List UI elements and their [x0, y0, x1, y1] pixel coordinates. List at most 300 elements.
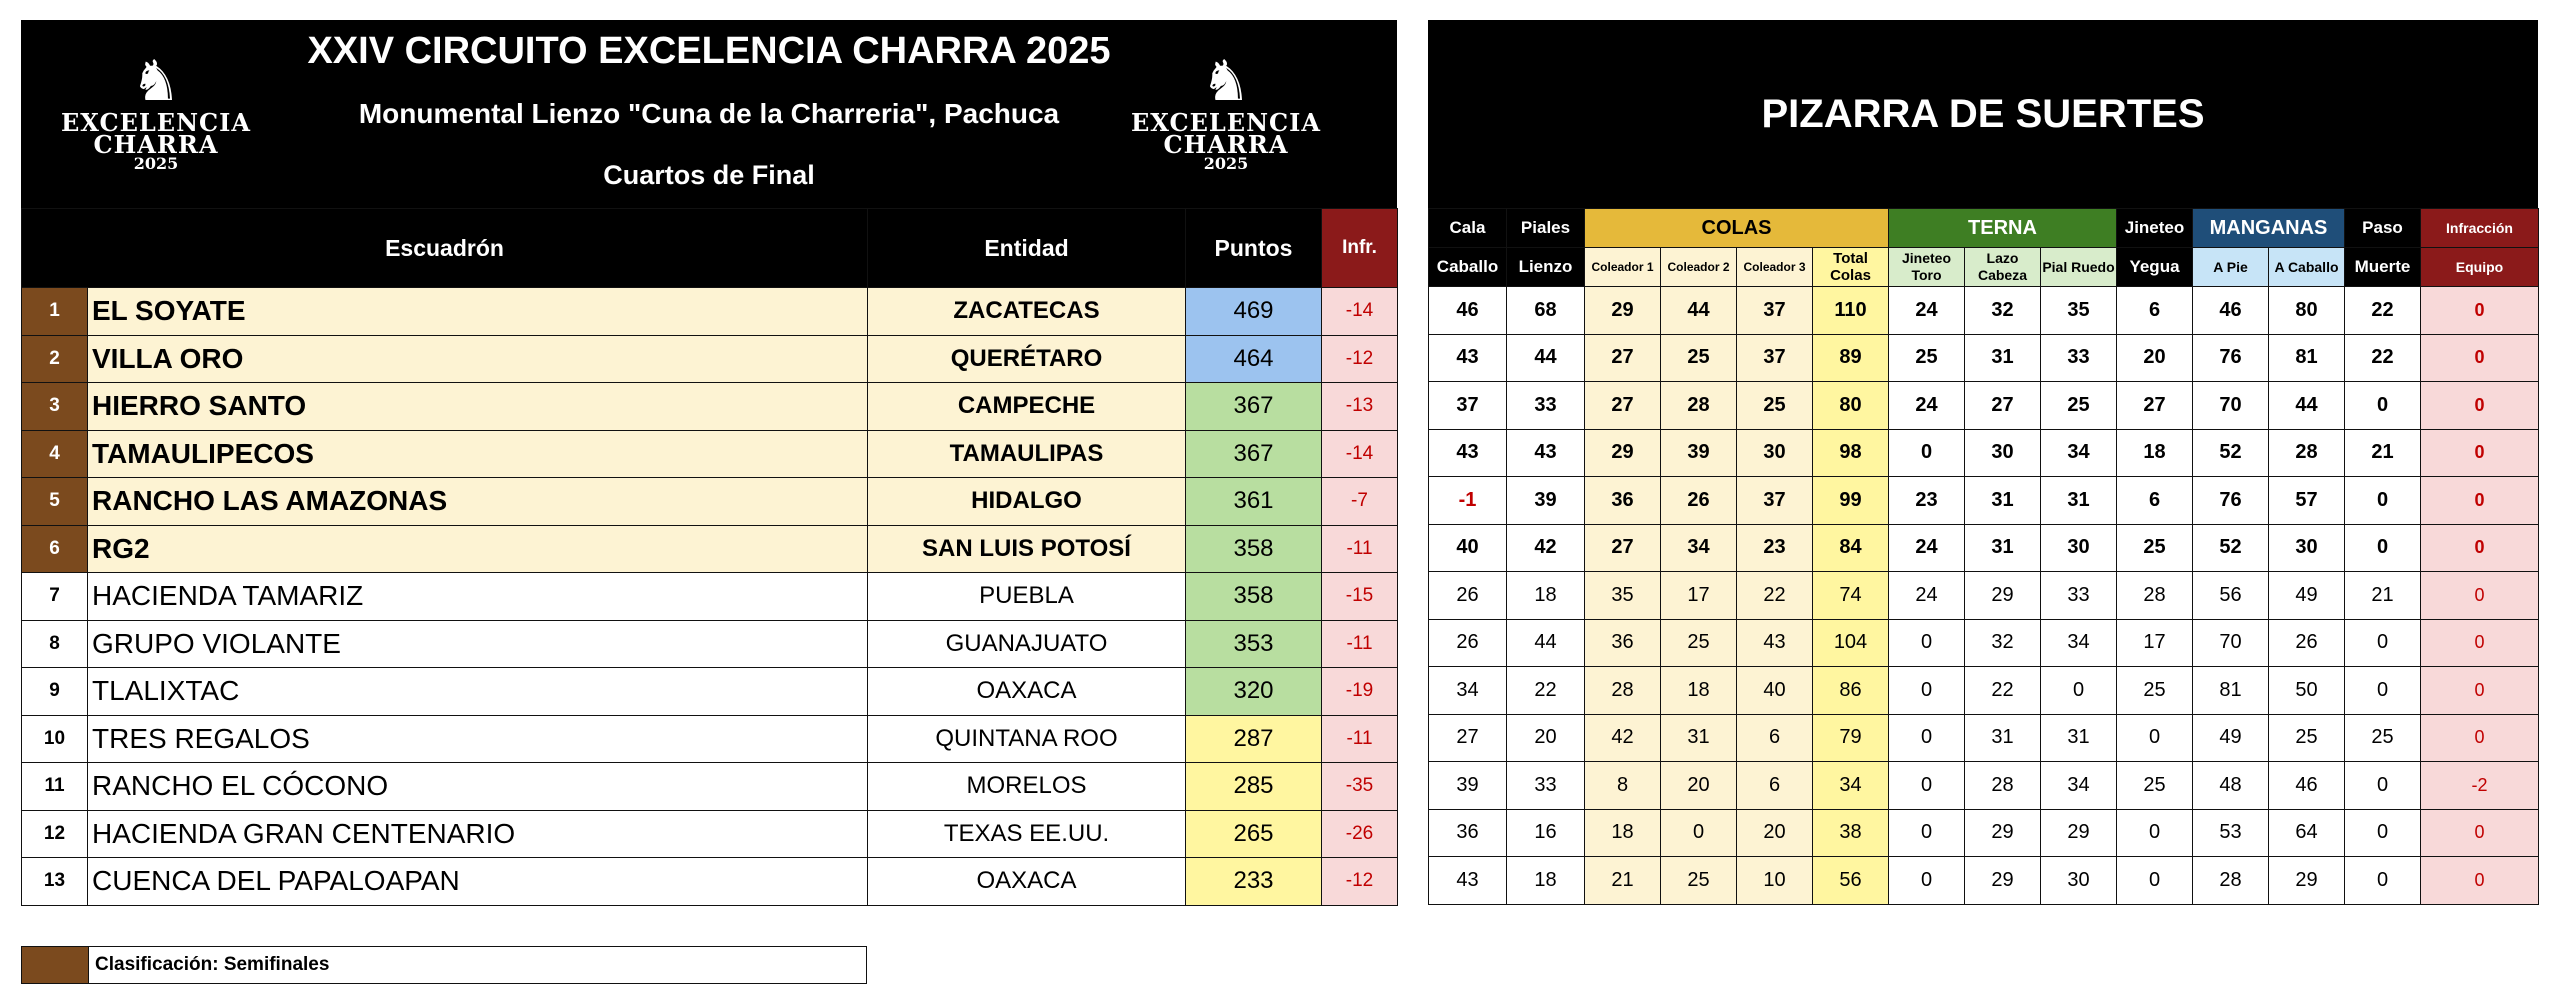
team-name-cell: RANCHO EL CÓCONO [88, 763, 868, 811]
rank-cell: 9 [22, 668, 88, 716]
paso-muerte-cell: 0 [2345, 619, 2421, 667]
total-colas-cell: 99 [1813, 477, 1889, 525]
hdr-piales-top: Piales [1507, 209, 1585, 248]
rank-cell: 10 [22, 715, 88, 763]
hdr-total-colas: Total Colas [1813, 248, 1889, 287]
hdr-a-pie: A Pie [2193, 248, 2269, 287]
hdr-pial-ruedo: Pial Ruedo [2041, 248, 2117, 287]
coleador-1-cell: 28 [1585, 667, 1661, 715]
lazo-cabeza-cell: 32 [1965, 287, 2041, 335]
lazo-cabeza-cell: 31 [1965, 714, 2041, 762]
lazo-cabeza-cell: 32 [1965, 619, 2041, 667]
hdr-jineteo-toro: Jineteo Toro [1889, 248, 1965, 287]
jineteo-yegua-cell: 25 [2117, 762, 2193, 810]
entity-cell: SAN LUIS POTOSÍ [868, 525, 1186, 573]
coleador-2-cell: 28 [1661, 382, 1737, 430]
points-cell: 358 [1186, 525, 1322, 573]
lazo-cabeza-cell: 29 [1965, 572, 2041, 620]
total-colas-cell: 84 [1813, 524, 1889, 572]
coleador-2-cell: 25 [1661, 857, 1737, 905]
coleador-3-cell: 37 [1737, 287, 1813, 335]
mangana-a-pie-cell: 76 [2193, 334, 2269, 382]
infraccion-equipo-cell: 0 [2421, 477, 2539, 525]
mangana-a-caballo-cell: 44 [2269, 382, 2345, 430]
entity-cell: QUERÉTARO [868, 335, 1186, 383]
standings-row [22, 573, 1398, 621]
piales-lienzo-cell: 42 [1507, 524, 1585, 572]
coleador-1-cell: 36 [1585, 619, 1661, 667]
coleador-2-cell: 18 [1661, 667, 1737, 715]
hdr-terna-group: TERNA [1889, 209, 2117, 248]
pial-ruedo-cell: 33 [2041, 572, 2117, 620]
col-header-entity: Entidad [868, 209, 1186, 288]
jineteo-yegua-cell: 0 [2117, 809, 2193, 857]
entity-cell: GUANAJUATO [868, 620, 1186, 668]
standings-row [22, 288, 1398, 336]
rank-cell: 2 [22, 335, 88, 383]
coleador-2-cell: 20 [1661, 762, 1737, 810]
coleador-3-cell: 25 [1737, 382, 1813, 430]
infractions-cell: -12 [1322, 335, 1398, 383]
points-cell: 367 [1186, 383, 1322, 431]
infractions-cell: -11 [1322, 620, 1398, 668]
mangana-a-caballo-cell: 46 [2269, 762, 2345, 810]
paso-muerte-cell: 0 [2345, 857, 2421, 905]
coleador-3-cell: 37 [1737, 477, 1813, 525]
hdr-cala-bottom: Caballo [1429, 248, 1507, 287]
points-cell: 464 [1186, 335, 1322, 383]
standings-table [21, 208, 1398, 906]
mangana-a-pie-cell: 52 [2193, 524, 2269, 572]
coleador-3-cell: 23 [1737, 524, 1813, 572]
jineteo-yegua-cell: 18 [2117, 429, 2193, 477]
team-name-cell: GRUPO VIOLANTE [88, 620, 868, 668]
mangana-a-caballo-cell: 30 [2269, 524, 2345, 572]
team-name-cell: HIERRO SANTO [88, 383, 868, 431]
jineteo-yegua-cell: 6 [2117, 287, 2193, 335]
hdr-paso-top: Paso [2345, 209, 2421, 248]
hdr-infraccion-top: Infracción [2421, 209, 2539, 248]
lazo-cabeza-cell: 22 [1965, 667, 2041, 715]
rank-cell: 7 [22, 573, 88, 621]
entity-cell: TAMAULIPAS [868, 430, 1186, 478]
legend-label: Clasificación: Semifinales [95, 954, 330, 975]
piales-lienzo-cell: 39 [1507, 477, 1585, 525]
mangana-a-pie-cell: 70 [2193, 382, 2269, 430]
infraccion-equipo-cell: 0 [2421, 857, 2539, 905]
total-colas-cell: 56 [1813, 857, 1889, 905]
standings-panel [21, 20, 1397, 906]
hdr-jineteo-bottom: Yegua [2117, 248, 2193, 287]
pizarra-row [1429, 429, 2539, 477]
coleador-2-cell: 44 [1661, 287, 1737, 335]
mangana-a-pie-cell: 46 [2193, 287, 2269, 335]
rank-cell: 3 [22, 383, 88, 431]
pizarra-panel [1428, 20, 2538, 905]
standings-row [22, 478, 1398, 526]
pial-ruedo-cell: 34 [2041, 619, 2117, 667]
infraccion-equipo-cell: 0 [2421, 572, 2539, 620]
pizarra-row [1429, 809, 2539, 857]
mangana-a-pie-cell: 76 [2193, 477, 2269, 525]
points-cell: 287 [1186, 715, 1322, 763]
pial-ruedo-cell: 31 [2041, 714, 2117, 762]
jineteo-yegua-cell: 28 [2117, 572, 2193, 620]
entity-cell: QUINTANA ROO [868, 715, 1186, 763]
infractions-cell: -7 [1322, 478, 1398, 526]
standings-row [22, 430, 1398, 478]
pizarra-row [1429, 667, 2539, 715]
team-name-cell: HACIENDA GRAN CENTENARIO [88, 810, 868, 858]
coleador-2-cell: 39 [1661, 429, 1737, 477]
paso-muerte-cell: 0 [2345, 382, 2421, 430]
entity-cell: CAMPECHE [868, 383, 1186, 431]
pial-ruedo-cell: 25 [2041, 382, 2117, 430]
cala-caballo-cell: 40 [1429, 524, 1507, 572]
jineteo-toro-cell: 0 [1889, 714, 1965, 762]
coleador-2-cell: 25 [1661, 619, 1737, 667]
hdr-jineteo-top: Jineteo [2117, 209, 2193, 248]
team-name-cell: TLALIXTAC [88, 668, 868, 716]
paso-muerte-cell: 0 [2345, 809, 2421, 857]
pizarra-row [1429, 572, 2539, 620]
jineteo-yegua-cell: 17 [2117, 619, 2193, 667]
hdr-a-caballo: A Caballo [2269, 248, 2345, 287]
jineteo-toro-cell: 0 [1889, 429, 1965, 477]
piales-lienzo-cell: 22 [1507, 667, 1585, 715]
standings-row [22, 810, 1398, 858]
cala-caballo-cell: -1 [1429, 477, 1507, 525]
coleador-3-cell: 37 [1737, 334, 1813, 382]
pial-ruedo-cell: 35 [2041, 287, 2117, 335]
pizarra-row [1429, 334, 2539, 382]
total-colas-cell: 34 [1813, 762, 1889, 810]
team-name-cell: RG2 [88, 525, 868, 573]
excelencia-charra-logo [1121, 49, 1331, 173]
piales-lienzo-cell: 43 [1507, 429, 1585, 477]
piales-lienzo-cell: 68 [1507, 287, 1585, 335]
jineteo-yegua-cell: 0 [2117, 857, 2193, 905]
points-cell: 285 [1186, 763, 1322, 811]
standings-row [22, 858, 1398, 906]
lazo-cabeza-cell: 31 [1965, 334, 2041, 382]
standings-row [22, 620, 1398, 668]
paso-muerte-cell: 22 [2345, 287, 2421, 335]
coleador-2-cell: 25 [1661, 334, 1737, 382]
lazo-cabeza-cell: 29 [1965, 809, 2041, 857]
jineteo-yegua-cell: 25 [2117, 524, 2193, 572]
standings-header [21, 20, 1397, 208]
infraccion-equipo-cell: 0 [2421, 619, 2539, 667]
mangana-a-pie-cell: 70 [2193, 619, 2269, 667]
coleador-3-cell: 22 [1737, 572, 1813, 620]
piales-lienzo-cell: 18 [1507, 572, 1585, 620]
points-cell: 358 [1186, 573, 1322, 621]
legend-swatch [22, 947, 89, 983]
cala-caballo-cell: 26 [1429, 619, 1507, 667]
coleador-1-cell: 27 [1585, 382, 1661, 430]
infraccion-equipo-cell: 0 [2421, 429, 2539, 477]
pial-ruedo-cell: 31 [2041, 477, 2117, 525]
hdr-coleador-2: Coleador 2 [1661, 248, 1737, 287]
lazo-cabeza-cell: 29 [1965, 857, 2041, 905]
mangana-a-pie-cell: 49 [2193, 714, 2269, 762]
pial-ruedo-cell: 29 [2041, 809, 2117, 857]
points-cell: 265 [1186, 810, 1322, 858]
rank-cell: 8 [22, 620, 88, 668]
cala-caballo-cell: 46 [1429, 287, 1507, 335]
coleador-2-cell: 17 [1661, 572, 1737, 620]
total-colas-cell: 104 [1813, 619, 1889, 667]
jineteo-toro-cell: 0 [1889, 857, 1965, 905]
mangana-a-pie-cell: 52 [2193, 429, 2269, 477]
lazo-cabeza-cell: 30 [1965, 429, 2041, 477]
mangana-a-pie-cell: 53 [2193, 809, 2269, 857]
infraccion-equipo-cell: -2 [2421, 762, 2539, 810]
team-name-cell: RANCHO LAS AMAZONAS [88, 478, 868, 526]
team-name-cell: HACIENDA TAMARIZ [88, 573, 868, 621]
horse-emblem-icon: ♞ [130, 49, 182, 114]
standings-row [22, 525, 1398, 573]
coleador-3-cell: 6 [1737, 762, 1813, 810]
hdr-manganas-group: MANGANAS [2193, 209, 2345, 248]
cala-caballo-cell: 39 [1429, 762, 1507, 810]
infractions-cell: -11 [1322, 525, 1398, 573]
lazo-cabeza-cell: 31 [1965, 477, 2041, 525]
cala-caballo-cell: 43 [1429, 429, 1507, 477]
hdr-colas-group: COLAS [1585, 209, 1889, 248]
pizarra-title: PIZARRA DE SUERTES [1428, 20, 2538, 208]
points-cell: 367 [1186, 430, 1322, 478]
entity-cell: TEXAS EE.UU. [868, 810, 1186, 858]
venue-subtitle: Monumental Lienzo "Cuna de la Charreria", Pachuca [358, 98, 1060, 129]
infraccion-equipo-cell: 0 [2421, 524, 2539, 572]
team-name-cell: CUENCA DEL PAPALOAPAN [88, 858, 868, 906]
coleador-1-cell: 42 [1585, 714, 1661, 762]
jineteo-yegua-cell: 27 [2117, 382, 2193, 430]
cala-caballo-cell: 26 [1429, 572, 1507, 620]
paso-muerte-cell: 22 [2345, 334, 2421, 382]
legend [21, 946, 867, 984]
points-cell: 353 [1186, 620, 1322, 668]
jineteo-toro-cell: 0 [1889, 809, 1965, 857]
standings-row [22, 668, 1398, 716]
paso-muerte-cell: 0 [2345, 477, 2421, 525]
total-colas-cell: 79 [1813, 714, 1889, 762]
pizarra-row [1429, 382, 2539, 430]
infractions-cell: -14 [1322, 288, 1398, 336]
rank-cell: 11 [22, 763, 88, 811]
total-colas-cell: 38 [1813, 809, 1889, 857]
logo-word-1: EXCELENCIA [1131, 108, 1321, 137]
piales-lienzo-cell: 44 [1507, 619, 1585, 667]
logo-word-2: CHARRA [93, 130, 219, 159]
rank-cell: 5 [22, 478, 88, 526]
mangana-a-caballo-cell: 64 [2269, 809, 2345, 857]
infractions-cell: -13 [1322, 383, 1398, 431]
entity-cell: PUEBLA [868, 573, 1186, 621]
cala-caballo-cell: 34 [1429, 667, 1507, 715]
piales-lienzo-cell: 33 [1507, 382, 1585, 430]
jineteo-toro-cell: 25 [1889, 334, 1965, 382]
mangana-a-pie-cell: 48 [2193, 762, 2269, 810]
logo-year: 2025 [1203, 154, 1249, 173]
pizarra-row [1429, 762, 2539, 810]
stage-label: Cuartos de Final [603, 160, 815, 190]
total-colas-cell: 74 [1813, 572, 1889, 620]
paso-muerte-cell: 0 [2345, 667, 2421, 715]
pizarra-row [1429, 857, 2539, 905]
mangana-a-caballo-cell: 57 [2269, 477, 2345, 525]
col-header-team: Escuadrón [22, 209, 868, 288]
pial-ruedo-cell: 30 [2041, 857, 2117, 905]
pial-ruedo-cell: 0 [2041, 667, 2117, 715]
lazo-cabeza-cell: 28 [1965, 762, 2041, 810]
standings-row [22, 763, 1398, 811]
mangana-a-pie-cell: 28 [2193, 857, 2269, 905]
coleador-2-cell: 31 [1661, 714, 1737, 762]
mangana-a-caballo-cell: 29 [2269, 857, 2345, 905]
jineteo-toro-cell: 0 [1889, 762, 1965, 810]
infraccion-equipo-cell: 0 [2421, 714, 2539, 762]
pizarra-row [1429, 619, 2539, 667]
paso-muerte-cell: 0 [2345, 762, 2421, 810]
rank-cell: 12 [22, 810, 88, 858]
horse-emblem-icon: ♞ [1200, 49, 1252, 114]
lazo-cabeza-cell: 27 [1965, 382, 2041, 430]
logo-word-1: EXCELENCIA [61, 108, 251, 137]
infraccion-equipo-cell: 0 [2421, 667, 2539, 715]
infractions-cell: -15 [1322, 573, 1398, 621]
hdr-coleador-3: Coleador 3 [1737, 248, 1813, 287]
rank-cell: 4 [22, 430, 88, 478]
paso-muerte-cell: 21 [2345, 429, 2421, 477]
hdr-cala-top: Cala [1429, 209, 1507, 248]
hdr-coleador-1: Coleador 1 [1585, 248, 1661, 287]
standings-row [22, 715, 1398, 763]
pizarra-row [1429, 714, 2539, 762]
mangana-a-caballo-cell: 81 [2269, 334, 2345, 382]
pizarra-row [1429, 287, 2539, 335]
team-name-cell: TAMAULIPECOS [88, 430, 868, 478]
jineteo-toro-cell: 24 [1889, 382, 1965, 430]
coleador-3-cell: 43 [1737, 619, 1813, 667]
mangana-a-pie-cell: 56 [2193, 572, 2269, 620]
entity-cell: OAXACA [868, 668, 1186, 716]
coleador-3-cell: 6 [1737, 714, 1813, 762]
standings-row [22, 335, 1398, 383]
infractions-cell: -19 [1322, 668, 1398, 716]
team-name-cell: EL SOYATE [88, 288, 868, 336]
coleador-1-cell: 29 [1585, 287, 1661, 335]
piales-lienzo-cell: 44 [1507, 334, 1585, 382]
piales-lienzo-cell: 16 [1507, 809, 1585, 857]
infractions-cell: -11 [1322, 715, 1398, 763]
coleador-1-cell: 35 [1585, 572, 1661, 620]
coleador-1-cell: 8 [1585, 762, 1661, 810]
total-colas-cell: 110 [1813, 287, 1889, 335]
total-colas-cell: 98 [1813, 429, 1889, 477]
jineteo-toro-cell: 0 [1889, 667, 1965, 715]
coleador-1-cell: 29 [1585, 429, 1661, 477]
coleador-1-cell: 36 [1585, 477, 1661, 525]
pizarra-row [1429, 477, 2539, 525]
coleador-2-cell: 0 [1661, 809, 1737, 857]
paso-muerte-cell: 21 [2345, 572, 2421, 620]
pizarra-row [1429, 524, 2539, 572]
rank-cell: 13 [22, 858, 88, 906]
logo-word-2: CHARRA [1163, 130, 1289, 159]
infraccion-equipo-cell: 0 [2421, 382, 2539, 430]
coleador-2-cell: 26 [1661, 477, 1737, 525]
infractions-cell: -12 [1322, 858, 1398, 906]
mangana-a-caballo-cell: 49 [2269, 572, 2345, 620]
team-name-cell: TRES REGALOS [88, 715, 868, 763]
jineteo-toro-cell: 24 [1889, 572, 1965, 620]
jineteo-toro-cell: 24 [1889, 524, 1965, 572]
piales-lienzo-cell: 18 [1507, 857, 1585, 905]
piales-lienzo-cell: 20 [1507, 714, 1585, 762]
jineteo-yegua-cell: 0 [2117, 714, 2193, 762]
pial-ruedo-cell: 33 [2041, 334, 2117, 382]
hdr-paso-bottom: Muerte [2345, 248, 2421, 287]
mangana-a-caballo-cell: 26 [2269, 619, 2345, 667]
infractions-cell: -14 [1322, 430, 1398, 478]
cala-caballo-cell: 43 [1429, 857, 1507, 905]
tournament-title: XXIV CIRCUITO EXCELENCIA CHARRA 2025 [307, 30, 1111, 72]
hdr-piales-bottom: Lienzo [1507, 248, 1585, 287]
points-cell: 233 [1186, 858, 1322, 906]
entity-cell: HIDALGO [868, 478, 1186, 526]
col-header-points: Puntos [1186, 209, 1322, 288]
total-colas-cell: 80 [1813, 382, 1889, 430]
cala-caballo-cell: 43 [1429, 334, 1507, 382]
pizarra-table [1428, 208, 2539, 905]
team-name-cell: VILLA ORO [88, 335, 868, 383]
mangana-a-caballo-cell: 80 [2269, 287, 2345, 335]
jineteo-toro-cell: 0 [1889, 619, 1965, 667]
rank-cell: 1 [22, 288, 88, 336]
coleador-1-cell: 27 [1585, 334, 1661, 382]
paso-muerte-cell: 0 [2345, 524, 2421, 572]
coleador-3-cell: 10 [1737, 857, 1813, 905]
coleador-1-cell: 18 [1585, 809, 1661, 857]
mangana-a-caballo-cell: 25 [2269, 714, 2345, 762]
coleador-3-cell: 20 [1737, 809, 1813, 857]
jineteo-yegua-cell: 6 [2117, 477, 2193, 525]
coleador-2-cell: 34 [1661, 524, 1737, 572]
infractions-cell: -35 [1322, 763, 1398, 811]
lazo-cabeza-cell: 31 [1965, 524, 2041, 572]
entity-cell: OAXACA [868, 858, 1186, 906]
coleador-3-cell: 40 [1737, 667, 1813, 715]
piales-lienzo-cell: 33 [1507, 762, 1585, 810]
coleador-1-cell: 21 [1585, 857, 1661, 905]
cala-caballo-cell: 37 [1429, 382, 1507, 430]
pial-ruedo-cell: 34 [2041, 429, 2117, 477]
standings-row [22, 383, 1398, 431]
entity-cell: MORELOS [868, 763, 1186, 811]
col-header-infractions: Infr. [1322, 209, 1398, 288]
infraccion-equipo-cell: 0 [2421, 287, 2539, 335]
logo-year: 2025 [133, 154, 179, 173]
hdr-lazo-cabeza: Lazo Cabeza [1965, 248, 2041, 287]
coleador-1-cell: 27 [1585, 524, 1661, 572]
pial-ruedo-cell: 34 [2041, 762, 2117, 810]
total-colas-cell: 86 [1813, 667, 1889, 715]
entity-cell: ZACATECAS [868, 288, 1186, 336]
pial-ruedo-cell: 30 [2041, 524, 2117, 572]
